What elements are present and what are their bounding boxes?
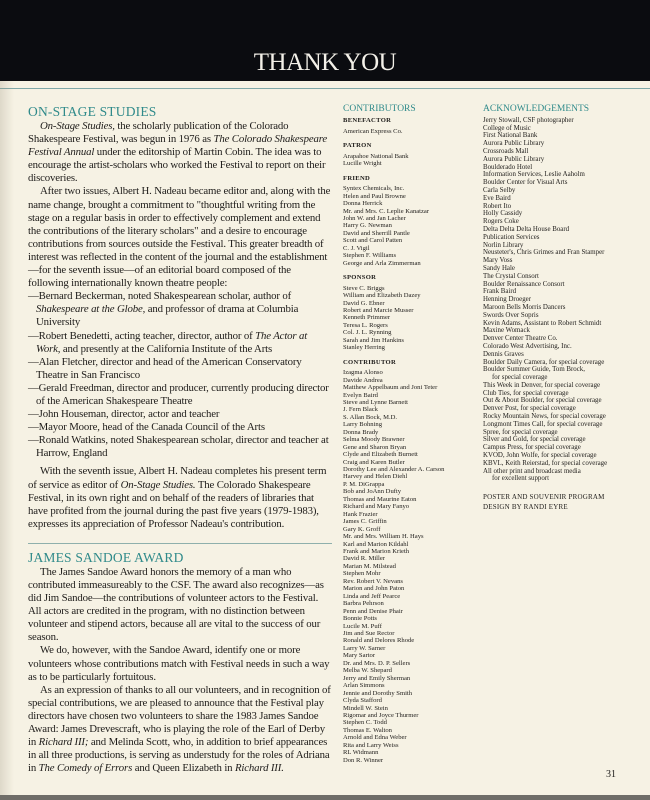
list-item: Ronald and Delores Rhode xyxy=(343,637,415,645)
board-member xyxy=(28,356,332,382)
left-column xyxy=(28,104,332,775)
list-item: Larry Bohning xyxy=(343,421,383,429)
list-item: Stephen F. Williams xyxy=(343,252,397,260)
italic-title: Shakespeare at the Globe, xyxy=(36,303,146,316)
list-item: The Crystal Consort xyxy=(483,272,539,280)
list-item: Rocky Mountain News, for special coverage xyxy=(483,413,606,421)
italic-title: Richard III; xyxy=(38,736,89,749)
list-item: Larry W. Sarner xyxy=(343,644,386,652)
design-credit xyxy=(483,493,643,512)
list-item: Thomas and Maurine Eaton xyxy=(343,495,417,503)
list-item: Dr. and Mrs. D. P. Sellers xyxy=(343,659,411,667)
acknowledgements-heading: ACKNOWLEDGEMENTS xyxy=(483,104,590,114)
list-item: Out & About Boulder, for special coverage xyxy=(483,397,602,405)
list-item: Teresa L. Rogers xyxy=(343,321,388,329)
list-item: David G. Ebner xyxy=(343,299,385,307)
list-item: Swords Over Sopris xyxy=(483,311,539,319)
list-item: Eve Baird xyxy=(483,194,511,202)
list-item: This Week in Denver, for special coverage xyxy=(483,381,601,389)
list-item: Karl and Marion Kildahl xyxy=(343,540,409,548)
group-title: SPONSOR xyxy=(343,274,377,282)
contributor-group xyxy=(343,359,478,764)
list-item: Don R. Winner xyxy=(343,756,384,764)
list-item: Syntex Chemicals, Inc. xyxy=(343,185,405,193)
list-item: Harry G. Newman xyxy=(343,222,392,230)
group-title: PATRON xyxy=(343,142,372,150)
list-item: Clyda Stafford xyxy=(343,697,382,705)
list-item: Marion and John Paton xyxy=(343,585,405,593)
text-run: —Ronald Watkins, noted Shakespearean scholar, director and teacher at Harrow, England xyxy=(28,434,329,460)
list-item: C. J. Vigil xyxy=(343,244,370,252)
list-item: Mary Sartor xyxy=(343,652,376,660)
list-item: Davide Andrea xyxy=(343,376,383,384)
text-run: under the editorship of Martin Cobin. The idea was to encourage the artist-scholars who worked the Festival to report on their discoveries. xyxy=(28,146,326,185)
contributor-group xyxy=(343,175,478,267)
text-run: —Mayor Moore, head of the Canada Council of the Arts xyxy=(28,421,265,434)
list-item: Gene and Sharon Bryan xyxy=(343,443,407,451)
list-item: Matthew Appelbaum and Joni Teter xyxy=(343,384,438,392)
list-item: Denver Center Theatre Co. xyxy=(483,335,558,343)
list-item: Steve and Lynne Barnett xyxy=(343,398,409,406)
list-item: Denver Post, for special coverage xyxy=(483,405,576,413)
italic-title: Richard III. xyxy=(234,762,284,775)
list-item: Mr. and Mrs. C. Leplie Kanatzar xyxy=(343,207,430,215)
on-stage-studies-body xyxy=(28,120,332,290)
list-item: Stanley Herring xyxy=(343,344,385,352)
text-run: —Alan Fletcher, director and head of the American Conservatory Theatre in San Francisco xyxy=(28,355,302,381)
board-member xyxy=(28,408,332,421)
list-item: David and Sherrill Pantle xyxy=(343,229,410,237)
text-run: After two issues, Albert H. Nadeau became editor and, along with the name change, brought a commitment to "thoughtful writing from the stage on a regular basis in order to effectively complement and extend the contributions of the literary scholars" and a desire to encourage contributions from sources outside the Festival. This greater breadth of interest was reflected in the content of the journal and the establishment—for the seventh issue—of an editorial board composed of the following internationally known theatre people: xyxy=(28,185,331,290)
text-run: and Melinda Scott, who, in addition to brief appearances in all three productions, is serving as understudy for the roles of Adriana in xyxy=(28,736,330,775)
list-item: S. Allan Bock, M.D. xyxy=(343,413,398,421)
list-item: Boulder Renaissance Consort xyxy=(483,280,565,288)
list-item: Rogers Coke xyxy=(483,218,519,226)
sandoe-award-heading: JAMES SANDOE AWARD xyxy=(28,549,184,565)
list-item: William and Elizabeth Dazey xyxy=(343,292,421,300)
list-item: Crossroads Mall xyxy=(483,147,529,155)
list-item: P. M. DiGrappa xyxy=(343,480,385,488)
list-item: All other print and broadcast media xyxy=(483,467,581,475)
list-item: Boulder Center for Visual Arts xyxy=(483,179,568,187)
list-item: David R. Miller xyxy=(343,555,385,563)
acknowledgements-list xyxy=(483,117,643,483)
list-item: J. Fern Black xyxy=(343,406,378,414)
list-item: Izagma Alonso xyxy=(343,369,383,377)
list-item: Silver and Gold, for special coverage xyxy=(483,436,586,444)
list-item: Gary K. Groff xyxy=(343,525,381,533)
italic-title: The Comedy of Errors xyxy=(38,762,133,775)
list-item: Stephen C. Todd xyxy=(343,719,387,727)
list-item: Sandy Hale xyxy=(483,264,515,272)
group-title: BENEFACTOR xyxy=(343,117,392,125)
list-item: Boulder Summer Guide, Tom Brock, xyxy=(483,366,585,374)
acknowledgements-column xyxy=(483,106,643,512)
text-run: and Queen Elizabeth in xyxy=(132,762,235,775)
text-run: The James Sandoe Award honors the memory of a man who contributed immeasureably to the CSF. The award also recognizes—as did Jim Sandoe—the contributions of volunteer actors to the Festival. All actors are credited in the program, with no distinction between volunteer and stipend actors, because all are vital to the success of our season. xyxy=(28,565,324,644)
editorial-board-list xyxy=(28,290,332,460)
list-item: Mindell W. Stein xyxy=(343,704,388,712)
list-item: Colorado West Advertising, Inc. xyxy=(483,342,572,350)
list-item: Maxine Womack xyxy=(483,327,530,335)
text-run: —Gerald Freedman, director and producer, currently producing director of the American Shakespeare Theatre xyxy=(28,381,329,407)
list-item: Maroon Bells Morris Dancers xyxy=(483,303,566,311)
list-item: Harvey and Helen Diehl xyxy=(343,473,408,481)
list-item: John W. and Jan Lacher xyxy=(343,214,406,222)
list-item: Rita and Larry Weiss xyxy=(343,741,399,749)
list-item: Publication Services xyxy=(483,233,540,241)
list-item: Sarah and Jim Hankins xyxy=(343,336,404,344)
credit-line: POSTER AND SOUVENIR PROGRAM xyxy=(483,493,605,502)
group-title: FRIEND xyxy=(343,174,371,182)
list-item: Lucile M. Puff xyxy=(343,622,382,630)
list-item: Thomas E. Walton xyxy=(343,726,392,734)
list-item-continuation: for special coverage xyxy=(492,374,548,382)
list-item: Penn and Denise Phair xyxy=(343,607,403,615)
list-item: College of Music xyxy=(483,124,531,132)
list-item: Longmont Times Call, for special coverage xyxy=(483,420,603,428)
list-item: KBVL, Keith Reierstad, for special coverage xyxy=(483,459,608,467)
contributors-column xyxy=(343,106,478,771)
list-item: Richard and Mary Fanyo xyxy=(343,503,410,511)
list-item: RL Widmann xyxy=(343,749,379,757)
list-item: Campus Press, for special coverage xyxy=(483,444,581,452)
text-run: With the seventh issue, Albert H. Nadeau completes his present term of service as editor of xyxy=(28,465,327,491)
list-item: Arapahoe National Bank xyxy=(343,152,409,160)
list-item: Dorothy Lee and Alexander A. Carson xyxy=(343,466,445,474)
on-stage-studies-section xyxy=(28,104,332,531)
paragraph xyxy=(28,684,332,776)
list-item: Scott and Carol Patten xyxy=(343,237,403,245)
list-item: Marian M. Milstead xyxy=(343,562,396,570)
board-member xyxy=(28,434,332,460)
paragraph xyxy=(28,120,332,185)
list-item: Col. J. L. Rynning xyxy=(343,329,392,337)
list-item: Lucille Wright xyxy=(343,160,382,168)
list-item: First National Bank xyxy=(483,132,538,140)
page-title: THANK YOU xyxy=(253,49,397,76)
paragraph xyxy=(28,566,332,645)
list-item: Bonnie Potts xyxy=(343,615,377,623)
header-rule xyxy=(0,88,650,89)
list-item: Neusteter's, Chris Grimes and Fran Stamper xyxy=(483,249,605,257)
paragraph xyxy=(28,644,332,683)
list-item: Arlan Simmons xyxy=(343,682,385,690)
list-item: Information Services, Leslie Aaholm xyxy=(483,171,585,179)
list-item: Mary Voss xyxy=(483,257,513,265)
list-item: Mr. and Mrs. William H. Hays xyxy=(343,533,424,541)
list-item: Frank and Marion Krieth xyxy=(343,548,410,556)
list-item: KVOD, John Wolfe, for special coverage xyxy=(483,452,597,460)
contributor-groups xyxy=(343,117,478,764)
list-item: American Express Co. xyxy=(343,127,403,135)
text-run: We do, however, with the Sandoe Award, identify one or more volunteers whose contributions match with Festival needs in such a way as to be particularly fortuitous. xyxy=(28,644,330,683)
list-item: Robert and Marcie Musser xyxy=(343,306,414,314)
board-member xyxy=(28,290,332,329)
list-item: Donna Brady xyxy=(343,428,379,436)
list-item: Jim and Sue Rector xyxy=(343,630,395,637)
list-item: Boulder Daily Camera, for special coverage xyxy=(483,358,605,366)
list-item: Donna Herrick xyxy=(343,200,383,208)
list-item: James C. Griffin xyxy=(343,518,387,526)
list-item: Aurora Public Library xyxy=(483,155,545,163)
board-member xyxy=(28,330,332,356)
on-stage-studies-closing xyxy=(28,465,332,530)
list-item: Holly Cassidy xyxy=(483,210,523,218)
text-run: and presently at the California Institute of the Arts xyxy=(60,342,273,355)
list-item: Hank Frazier xyxy=(343,510,378,518)
sandoe-award-body xyxy=(28,566,332,776)
list-item: Helen and Paul Browne xyxy=(343,192,406,200)
group-title: CONTRIBUTOR xyxy=(343,358,397,366)
contributor-group xyxy=(343,142,478,167)
credit-line: DESIGN BY RANDI EYRE xyxy=(483,502,568,511)
list-item: Linda and Jeff Pearce xyxy=(343,592,401,600)
list-item: Spree, for special coverage xyxy=(483,428,558,436)
list-item: Dennis Graves xyxy=(483,350,524,358)
list-item: Henning Droeger xyxy=(483,296,532,304)
binding-shadow xyxy=(0,81,14,795)
contributor-group xyxy=(343,274,478,352)
list-item: Clyde and Elizabeth Burnett xyxy=(343,451,418,459)
italic-title: On-Stage Studies. xyxy=(120,478,196,491)
section-divider xyxy=(28,543,332,544)
list-item: Rigomar and Joyce Thurmer xyxy=(343,711,419,719)
list-item: Kevin Adams, Assistant to Robert Schmidt xyxy=(483,319,602,327)
contributor-group xyxy=(343,117,478,135)
on-stage-studies-heading: ON-STAGE STUDIES xyxy=(28,104,157,119)
list-item: Melba W. Shepard xyxy=(343,667,392,675)
italic-title: On-Stage Studies, xyxy=(40,120,115,132)
list-item: Craig and Karen Butler xyxy=(343,458,405,466)
text-run: the scholarly publication of the Colorado Shakespeare Festival, was begun in 1976 as xyxy=(28,120,289,146)
board-member xyxy=(28,382,332,408)
list-item: Frank Baird xyxy=(483,288,517,296)
list-item: Jerry and Emily Sherman xyxy=(343,674,411,682)
text-run: As an expression of thanks to all our volunteers, and in recognition of special contributions, we are pleased to announce that the Festival play directors have chosen two volunteers to share the 1983 James Sandoe Award: James Drevescraft, who is playing the role of the Earl of Derby in xyxy=(28,683,331,749)
list-item: Jerry Stowall, CSF photographer xyxy=(483,116,574,124)
list-item: Robert Ito xyxy=(483,202,512,210)
list-item: Boulderado Hotel xyxy=(483,163,533,171)
italic-title: The Actor at Work, xyxy=(36,329,308,355)
paragraph xyxy=(28,185,332,290)
contributors-heading: CONTRIBUTORS xyxy=(343,104,416,114)
text-run: —Bernard Beckerman, noted Shakespearean scholar, author of xyxy=(28,290,292,303)
list-item-continuation: for excellent support xyxy=(492,475,550,483)
list-item: Rev. Robert V. Nevans xyxy=(343,577,403,585)
page-number: 31 xyxy=(606,769,616,780)
list-item: Arnold and Edna Weber xyxy=(343,734,407,742)
list-item: Kenneth Primmer xyxy=(343,314,391,322)
list-item: Carla Selby xyxy=(483,186,516,194)
list-item: Barbra Pehrson xyxy=(343,600,384,608)
list-item: George and Arla Zimmerman xyxy=(343,259,421,267)
page-edge xyxy=(0,795,650,800)
text-run: —John Houseman, director, actor and teacher xyxy=(28,408,220,421)
list-item: Evelyn Baird xyxy=(343,391,378,399)
list-item: Bob and JoAnn Dufty xyxy=(343,488,402,496)
text-run: —Robert Benedetti, acting teacher, director, author of xyxy=(28,329,256,342)
list-item: Stephen Mohr xyxy=(343,570,381,578)
list-item: Norlin Library xyxy=(483,241,524,249)
sandoe-award-section xyxy=(28,550,332,776)
board-member xyxy=(28,421,332,434)
list-item: Jennie and Dorothy Smith xyxy=(343,689,413,697)
list-item: Club Ties, for special coverage xyxy=(483,389,569,397)
list-item: Steve C. Briggs xyxy=(343,284,385,292)
italic-title: The Colorado Shakespeare Festival Annual xyxy=(28,133,328,159)
list-item: Selma Moody Brawner xyxy=(343,436,405,444)
text-run: The Colorado Shakespeare Festival, in its own right and on behalf of the readers of libraries that have profited from the journal during the past five years (1979-1983), expresses its appreciation of Professor Nadeau's contribution. xyxy=(28,478,319,530)
text-run: and professor of drama at Columbia University xyxy=(36,303,299,329)
list-item: Delta Delta Delta House Board xyxy=(483,225,570,233)
list-item: Aurora Public Library xyxy=(483,140,545,148)
